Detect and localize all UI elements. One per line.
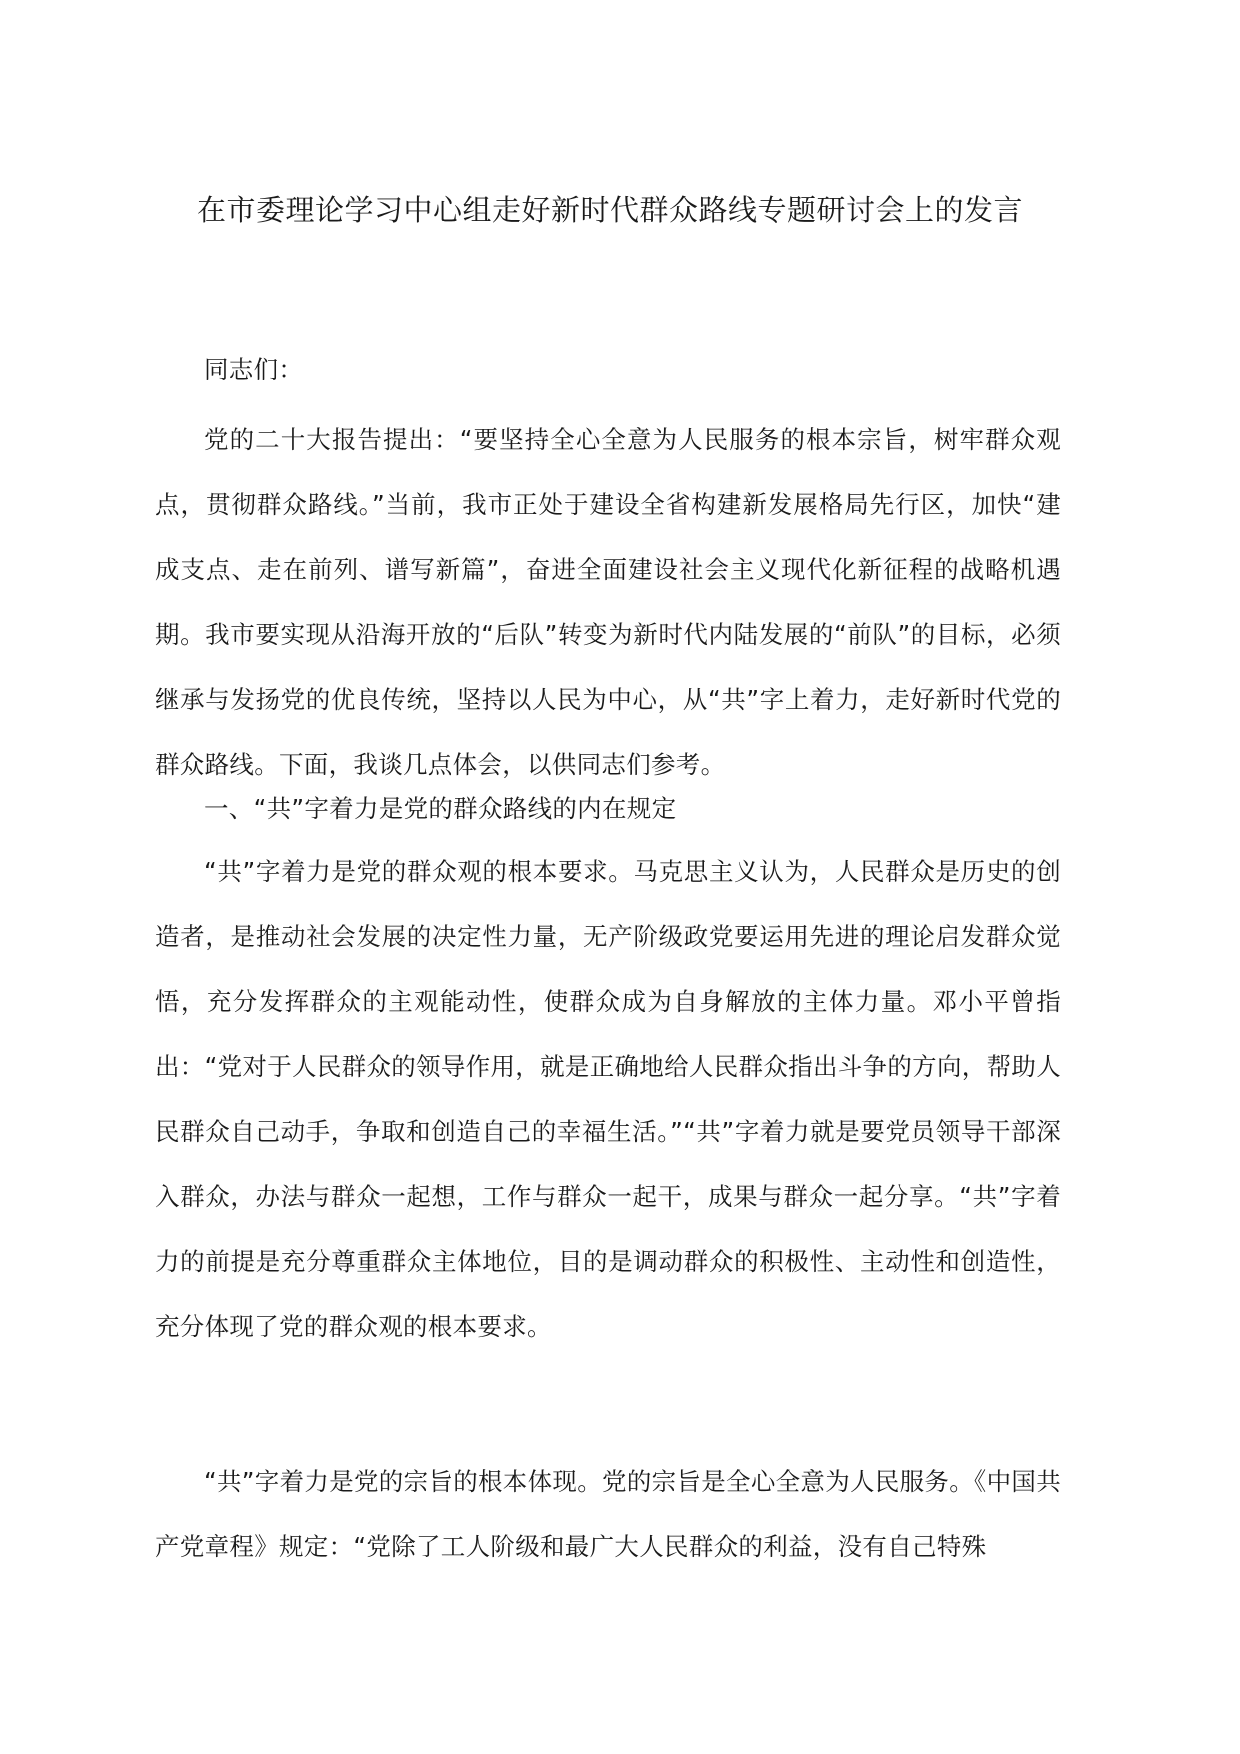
document-title: 在市委理论学习中心组走好新时代群众路线专题研讨会上的发言	[196, 193, 1023, 227]
paragraph-2: “共”字着力是党的群众观的根本要求。马克思主义认为，人民群众是历史的创造者，是推动社会发展的决定性力量，无产阶级政党要运用先进的理论启发群众觉悟，充分发挥群众的主观能动性，使群众成为自身解放的主体力量。邓小平曾指出：“党对于人民群众的领导作用，就是正确地给人民群众指出斗争的方向，帮助人民群众自己动手，争取和创造自己的幸福生活。”“共”字着力就是要党员领导干部深入群众，办法与群众一起想，工作与群众一起干，成果与群众一起分享。“共”字着力的前提是充分尊重群众主体地位，目的是调动群众的积极性、主动性和创造性，充分体现了党的群众观的根本要求。	[155, 857, 1061, 1341]
salutation: 同志们：	[204, 355, 304, 384]
section-heading-1: 一、“共”字着力是党的群众路线的内在规定	[204, 794, 677, 823]
paragraph-intro: 党的二十大报告提出：“要坚持全心全意为人民服务的根本宗旨，树牢群众观点，贯彻群众路线。”当前，我市正处于建设全省构建新发展格局先行区，加快“建成支点、走在前列、谱写新篇”，奋进全面建设社会主义现代化新征程的战略机遇期。我市要实现从沿海开放的“后队”转变为新时代内陆发展的“前队”的目标，必须继承与发扬党的优良传统，坚持以人民为中心，从“共”字上着力，走好新时代党的群众路线。下面，我谈几点体会，以供同志们参考。	[155, 425, 1061, 779]
paragraph-3: “共”字着力是党的宗旨的根本体现。党的宗旨是全心全意为人民服务。《中国共产党章程》规定：“党除了工人阶级和最广大人民群众的利益，没有自己特殊	[155, 1467, 1061, 1561]
